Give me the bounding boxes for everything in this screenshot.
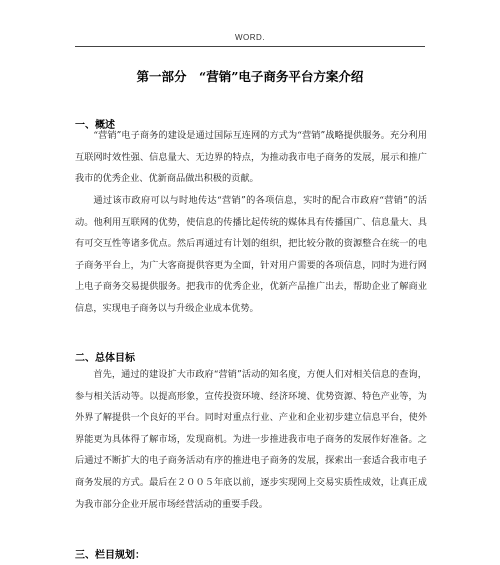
header-divider <box>75 46 425 47</box>
document-title: 第一部分 “营销”电子商务平台方案介绍 <box>136 69 364 84</box>
paragraph: 首先，通过的建设扩大市政府“营销”活动的知名度，方便人们对相关信息的查询，参与相关活动等。以提高形象，宣传投资环境、经济环境、优势资源、特色产业等，为外界了解提供一个良好的平台。同时对重点行业、产业和企业初步建立信息平台，使外界能更为具体得了解市场，发现商机。为进一步推进我市电子商务的发展作好准备。之后通过不断扩大的电子商务活动有序的推进电子商务的发展，探索出一套适合我市电子商务发展的方式。最后在２００５年底以前，逐步实现网上交易实质性成效，让真正成为我市部分企业开展市场经营活动的重要手段。 <box>75 369 427 510</box>
paragraph: 通过该市政府可以与时地传达“营销”的各项信息，实时的配合市政府“营销”的活动。他利用互联网的优势，使信息的传播比起传统的媒体具有传播国广、信息量大、具有可交互性等诸多优点。然后再通过有计划的组织，把比较分散的资源整合在统一的电子商务平台上，为广大客商提供容更为全面，针对用户需要的各项信息，同时为进行网上电子商务交易提供服务。把我市的优秀企业，优新产品推广出去，帮助企业了解商业信息，实现电子商务以与升级企业成本优势。 <box>75 195 427 314</box>
page-header: WORD. <box>234 33 266 42</box>
section-heading-columns: 三、栏目规划： <box>75 550 145 561</box>
section-heading-overview: 一、概述 <box>75 120 115 131</box>
section-heading-goals: 二、总体目标 <box>75 353 135 364</box>
paragraph: “营销”电子商务的建设是通过国际互连网的方式为“营销”战略提供服务。充分利用互联网时效性强、信息量大、无边界的特点，为推动我市电子商务的发展，展示和推广我市的优秀企业、优新商品做出积极的贡献。 <box>75 130 427 185</box>
